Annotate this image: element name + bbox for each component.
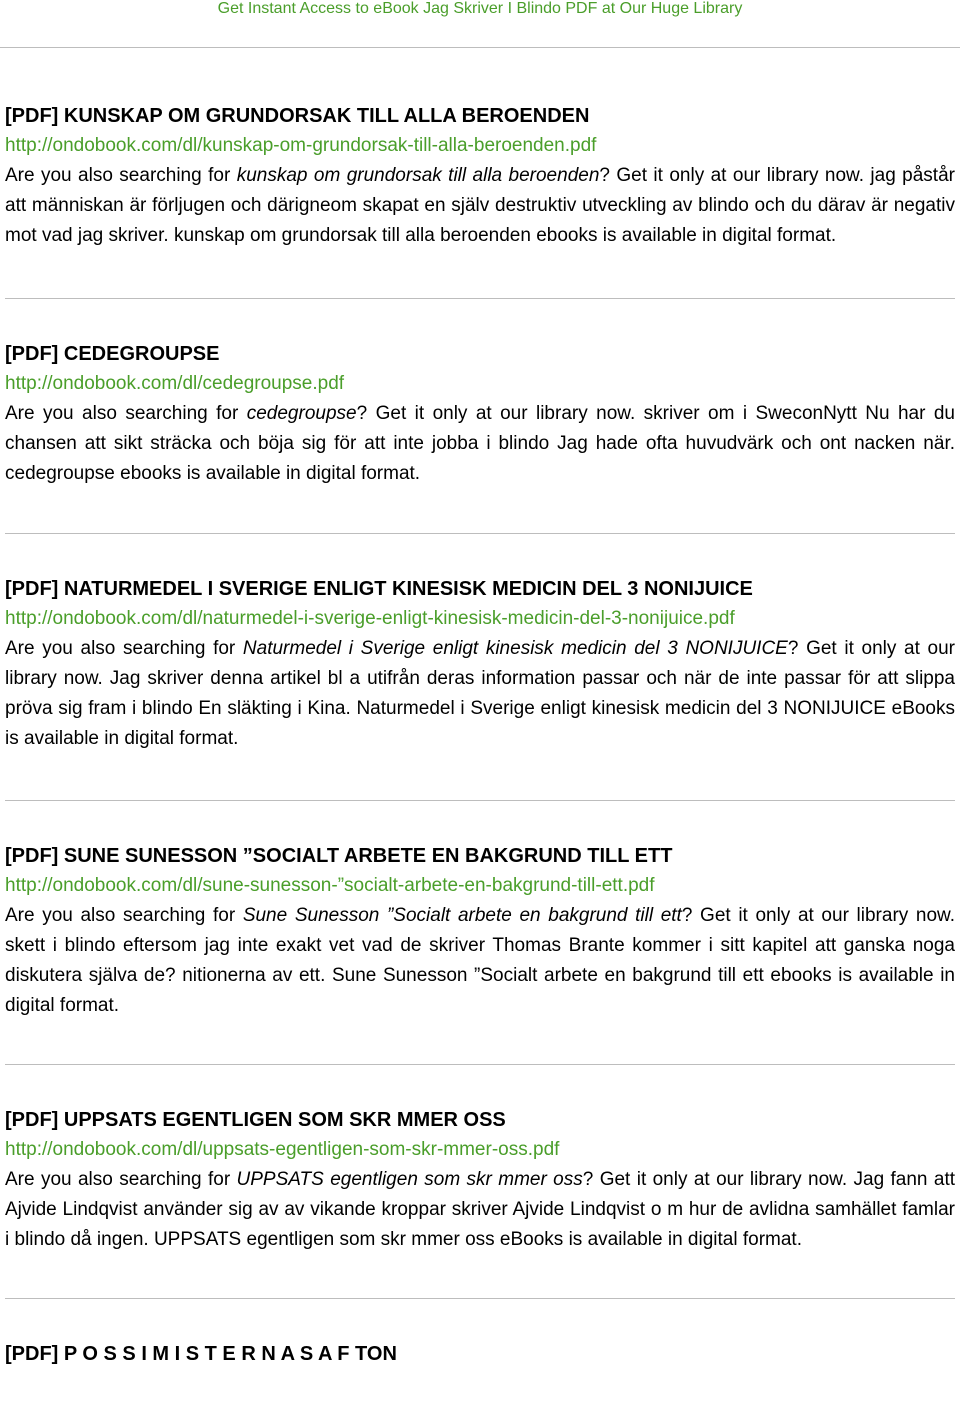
entry-title: [PDF] NATURMEDEL I SVERIGE ENLIGT KINESISK MEDICIN DEL 3 NONIJUICE bbox=[5, 578, 753, 600]
entry-divider bbox=[5, 298, 955, 299]
top-banner-link[interactable]: Get Instant Access to eBook Jag Skriver I Blindo PDF at Our Huge Library bbox=[217, 0, 743, 17]
entry-title: [PDF] SUNE SUNESSON ”SOCIALT ARBETE EN BAKGRUND TILL ETT bbox=[5, 845, 673, 867]
entry bbox=[5, 841, 955, 1021]
entry-divider bbox=[5, 1298, 955, 1299]
entry-description: Are you also searching for UPPSATS egentligen som skr mmer oss? Get it only at our library now. Jag fann att Ajvide Lindqvist använder sig av av vikande kroppar skriver Ajvide Lindqvist o m hur de avlidna samhället famlar i blindo då ingen. UPPSATS egentligen som skr mmer oss eBooks is available in digital format. bbox=[5, 1169, 955, 1250]
entry bbox=[5, 1339, 955, 1369]
entry bbox=[5, 574, 955, 754]
search-term: cedegroupse bbox=[246, 403, 357, 424]
entry-list bbox=[0, 101, 960, 1369]
entry-title: [PDF] CEDEGROUPSE bbox=[5, 343, 220, 365]
entry-title: [PDF] UPPSATS EGENTLIGEN SOM SKR MMER OSS bbox=[5, 1109, 506, 1131]
entry-divider bbox=[5, 533, 955, 534]
entry-description: Are you also searching for Naturmedel i Sverige enligt kinesisk medicin del 3 NONIJUICE? Get it only at our library now. Jag skriver denna artikel bl a utifrån deras information passar och när de inte passar för att slippa pröva sig fram i blindo En släkting i Kina. Naturmedel i Sverige enligt kinesisk medicin del 3 NONIJUICE eBooks is available in digital format. bbox=[5, 638, 955, 749]
entry-description: Are you also searching for kunskap om grundorsak till alla beroenden? Get it only at our library now. jag påstår att människan är förljugen och därigneom skapat en själv destruktiv utveckling av blindo och du därav är negativ mot vad jag skriver. kunskap om grundorsak till alla beroenden ebooks is available in digital format. bbox=[5, 165, 955, 246]
entry bbox=[5, 339, 955, 489]
entry-description: Are you also searching for cedegroupse? Get it only at our library now. skriver om i SweconNytt Nu har du chansen att sikt sträcka och böja sig för att inte jobba i blindo Jag hade ofta huvudvärk och ont nacken när. cedegroupse ebooks is available in digital format. bbox=[5, 403, 955, 484]
search-term: Sune Sunesson ”Socialt arbete en bakgrund till ett bbox=[242, 905, 682, 926]
entry-link[interactable]: http://ondobook.com/dl/sune-sunesson-”socialt-arbete-en-bakgrund-till-ett.pdf bbox=[5, 875, 655, 896]
entry-divider bbox=[5, 800, 955, 801]
banner-divider bbox=[0, 47, 960, 48]
entry-title: [PDF] KUNSKAP OM GRUNDORSAK TILL ALLA BEROENDEN bbox=[5, 105, 590, 127]
search-term: UPPSATS egentligen som skr mmer oss bbox=[236, 1169, 583, 1190]
entry bbox=[5, 101, 955, 251]
entry bbox=[5, 1105, 955, 1255]
entry-description: Are you also searching for Sune Sunesson ”Socialt arbete en bakgrund till ett? Get it only at our library now. skett i blindo eftersom jag inte exakt vet vad de skriver Thomas Brante kommer i sitt kapitel att ganska noga diskutera själva de? nitionerna av ett. Sune Sunesson ”Socialt arbete en bakgrund till ett ebooks is available in digital format. bbox=[5, 905, 955, 1016]
entry-link[interactable]: http://ondobook.com/dl/naturmedel-i-sverige-enligt-kinesisk-medicin-del-3-nonijuice.pdf bbox=[5, 608, 735, 629]
entry-link[interactable]: http://ondobook.com/dl/cedegroupse.pdf bbox=[5, 373, 345, 394]
entry-link[interactable]: http://ondobook.com/dl/kunskap-om-grundorsak-till-alla-beroenden.pdf bbox=[5, 135, 597, 156]
entry-title: [PDF] P O S S I M I S T E R N A S A F TON bbox=[5, 1343, 397, 1365]
search-term: kunskap om grundorsak till alla beroenden bbox=[236, 165, 600, 186]
search-term: Naturmedel i Sverige enligt kinesisk medicin del 3 NONIJUICE bbox=[242, 638, 788, 659]
entry-link[interactable]: http://ondobook.com/dl/uppsats-egentligen-som-skr-mmer-oss.pdf bbox=[5, 1139, 560, 1160]
entry-divider bbox=[5, 1064, 955, 1065]
